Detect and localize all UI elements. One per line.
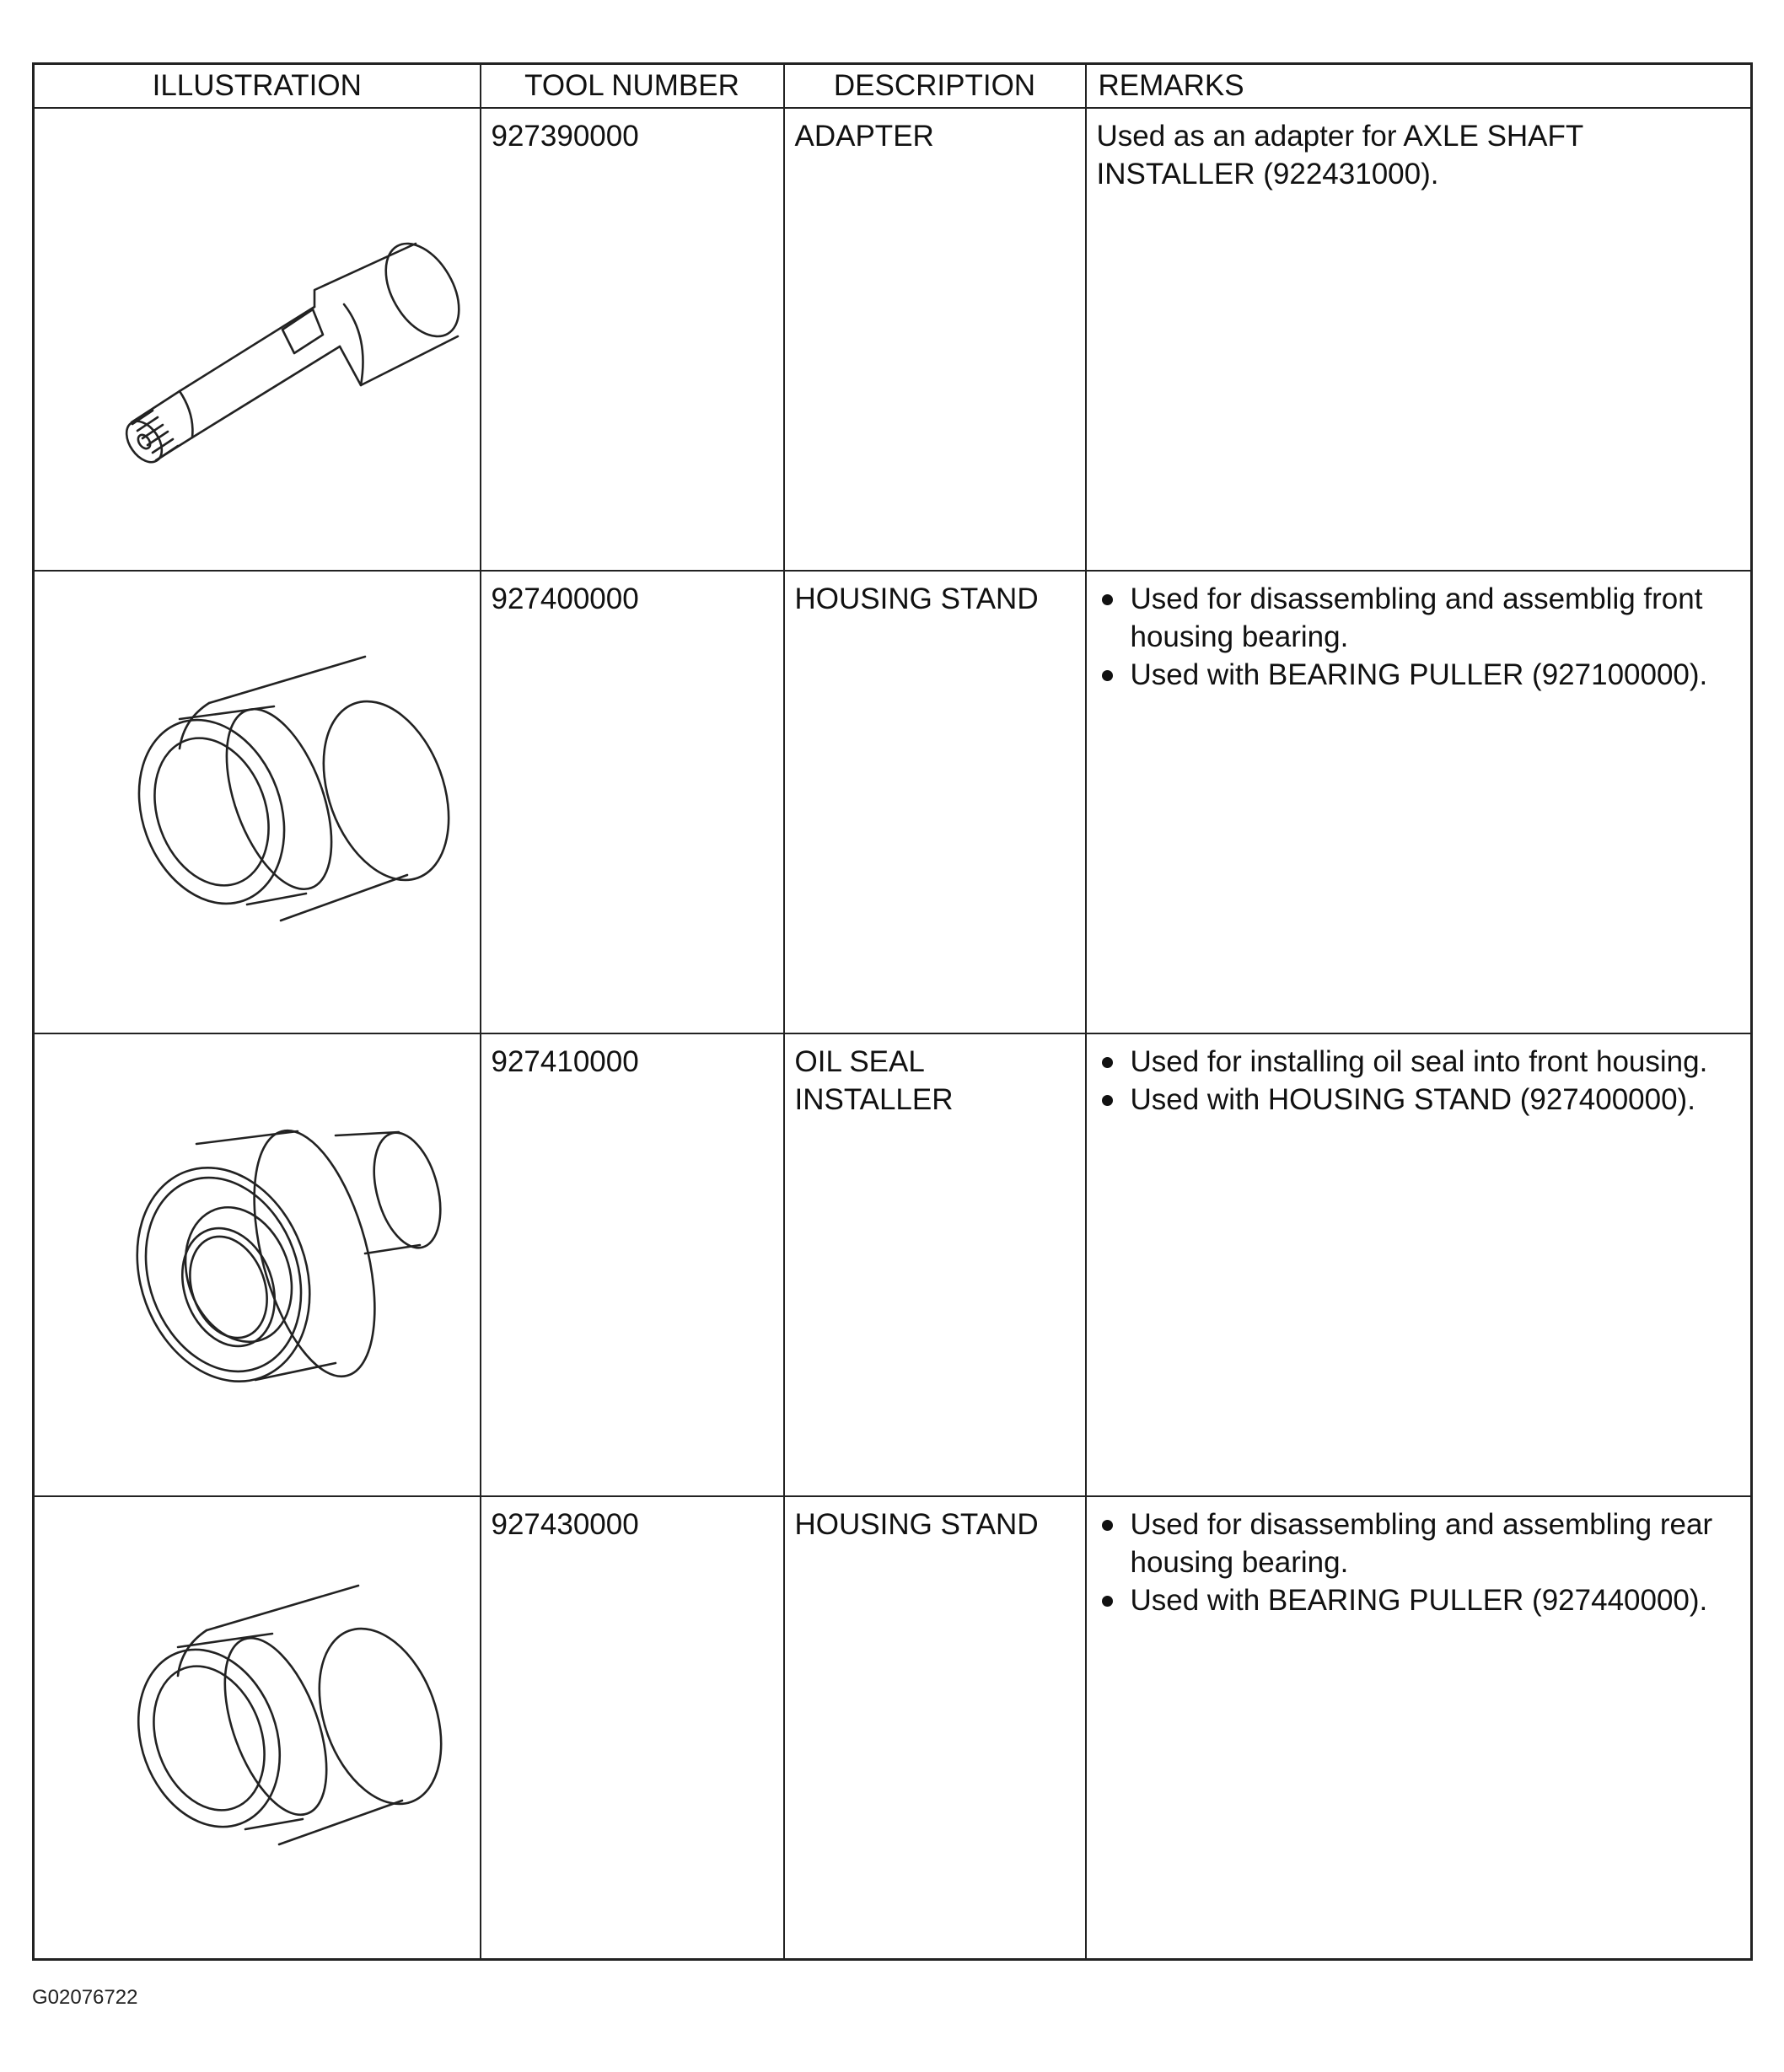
oil-seal-installer-tool-icon	[45, 1043, 492, 1495]
remarks-cell	[1086, 571, 1752, 1033]
remark-item: Used with BEARING PULLER (927440000).	[1097, 1581, 1741, 1619]
illustration-cell	[34, 108, 481, 571]
remarks-list	[1097, 580, 1741, 694]
tool-number-cell: 927410000	[481, 1033, 784, 1496]
description-line: ADAPTER	[794, 120, 934, 153]
remarks-cell	[1086, 1496, 1752, 1960]
description-line: HOUSING STAND	[794, 582, 1039, 615]
remark-item: Used with BEARING PULLER (927100000).	[1097, 656, 1741, 694]
description-cell	[784, 1496, 1086, 1960]
remark-item: Used for disassembling and assembling rear housing bearing.	[1097, 1506, 1741, 1581]
tool-number-cell: 927430000	[481, 1496, 784, 1960]
header-remarks: REMARKS	[1086, 64, 1752, 109]
remarks-list	[1097, 1043, 1741, 1119]
table-row	[34, 1033, 1752, 1496]
adapter-tool-icon	[45, 117, 492, 570]
special-tools-table	[32, 62, 1753, 1961]
description-cell	[784, 571, 1086, 1033]
description-cell	[784, 108, 1086, 571]
illustration-cell	[34, 1033, 481, 1496]
figure-id: G02076722	[32, 1986, 138, 2009]
remark-item: Used for disassembling and assemblig front housing bearing.	[1097, 580, 1741, 656]
header-illustration: ILLUSTRATION	[34, 64, 481, 109]
remarks-list	[1097, 1506, 1741, 1619]
remark-item: Used with HOUSING STAND (927400000).	[1097, 1081, 1741, 1119]
remark-item: Used for installing oil seal into front housing.	[1097, 1043, 1741, 1081]
housing-stand-tool-icon	[45, 580, 492, 1033]
table-header-row	[34, 64, 1752, 109]
remark-text: Used as an adapter for AXLE SHAFT INSTALLER (922431000).	[1096, 120, 1583, 191]
description-cell	[784, 1033, 1086, 1496]
tool-number-cell: 927390000	[481, 108, 784, 571]
description-line: HOUSING STAND	[794, 1508, 1039, 1541]
header-description: DESCRIPTION	[784, 64, 1086, 109]
remarks-cell	[1086, 1033, 1752, 1496]
table-row	[34, 571, 1752, 1033]
illustration-cell	[34, 1496, 481, 1960]
description-line: INSTALLER	[794, 1083, 954, 1116]
header-tool-number: TOOL NUMBER	[481, 64, 784, 109]
tool-number-cell: 927400000	[481, 571, 784, 1033]
table-row	[34, 1496, 1752, 1960]
remarks-cell	[1086, 108, 1752, 571]
illustration-cell	[34, 571, 481, 1033]
table-row	[34, 108, 1752, 571]
housing-stand-tool-icon	[45, 1506, 492, 1958]
description-line: OIL SEAL	[794, 1045, 925, 1078]
